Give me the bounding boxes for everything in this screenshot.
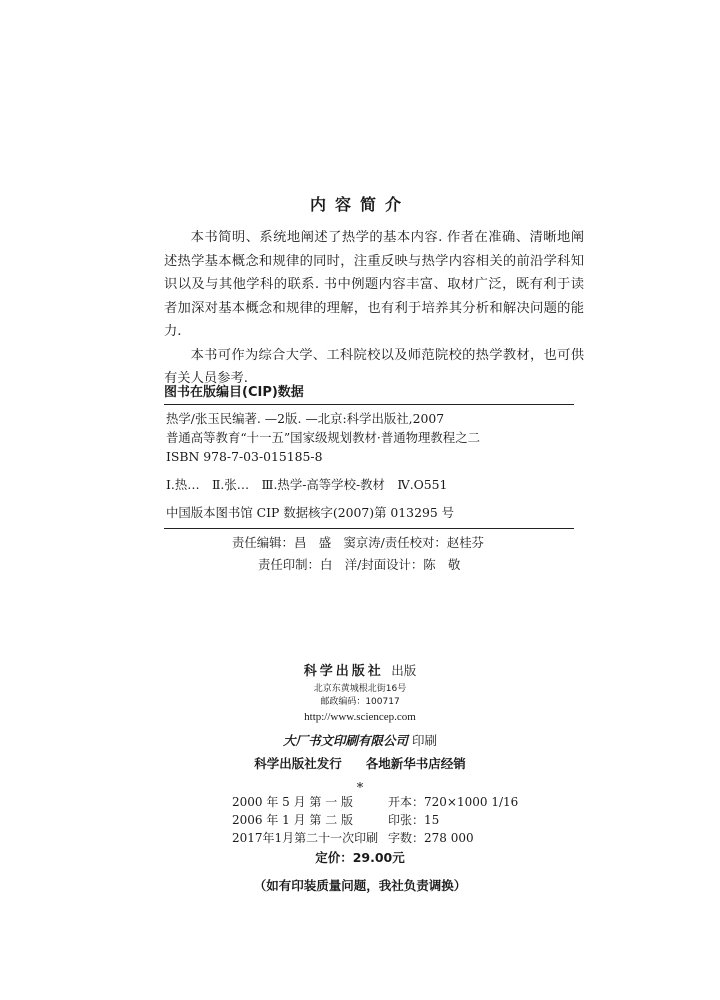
publisher-block [0, 660, 720, 796]
edition-date: 2000 年 5 月 第 一 版 [232, 795, 354, 809]
production-line: 责任印制：白 洋/封面设计：陈 敬 [258, 557, 461, 572]
summary-paragraph: 本书简明、系统地阐述了热学的基本内容. 作者在准确、清晰地阐述热学基本概念和规律的同时，注重反映与热学内容相关的前沿学科知识以及与其他学科的联系. 书中例题内容丰富、取材广泛，既有利于读者加深对基本概念和规律的理解，也有利于培养其分析和解决问题的能力. [164, 230, 584, 339]
publisher-suffix: 出版 [391, 663, 417, 678]
editors-line: 责任编辑：昌 盛 窦京涛/责任校对：赵桂芬 [232, 535, 484, 550]
separator-star: * [356, 781, 364, 796]
publisher-name [0, 660, 720, 679]
cip-isbn-line: ISBN 978-7-03-015185-8 [166, 449, 323, 464]
edition-row [232, 793, 532, 811]
cip-heading: 图书在版编目(CIP)数据 [164, 385, 304, 400]
edition-date: 2017年1月第二十一次印刷 [232, 831, 379, 845]
quality-notice: （如有印装质量问题，我社负责调换） [253, 878, 467, 893]
printer-name: 大厂书文印刷有限公司 [282, 733, 408, 748]
edition-spec: 印张：15 [388, 813, 440, 827]
publisher-address: 北京东黄城根北街16号 [313, 684, 407, 694]
publisher-url: http://www.sciencep.com [304, 711, 416, 723]
printer-suffix: 印刷 [411, 733, 437, 748]
publisher-logo-text: 科学出版社 [303, 664, 384, 679]
distribution-line [0, 754, 720, 772]
edition-date: 2006 年 1 月 第 二 版 [232, 813, 354, 827]
editors-block [232, 532, 572, 576]
summary-body [164, 226, 584, 391]
cip-series-line: 普通高等教育“十一五”国家级规划教材·普通物理教程之二 [166, 430, 480, 445]
seller: 各地新华书店经销 [365, 756, 466, 771]
cip-record-line: 中国版本图书馆 CIP 数据核字(2007)第 013295 号 [166, 505, 455, 520]
summary-paragraph: 本书可作为综合大学、工科院校以及师范院校的热学教材，也可供有关人员参考. [164, 347, 584, 386]
edition-block [232, 793, 532, 847]
cip-title-line: 热学/张玉民编著. —2版. —北京:科学出版社,2007 [166, 411, 445, 426]
edition-row [232, 811, 532, 829]
cip-subject-line: Ⅰ.热… Ⅱ.张… Ⅲ.热学-高等学校-教材 Ⅳ.O551 [166, 477, 448, 492]
edition-row [232, 829, 532, 847]
edition-spec: 开本：720×1000 1/16 [388, 795, 519, 809]
price: 定价：29.00元 [315, 850, 405, 865]
summary-title: 内容简介 [309, 195, 410, 214]
cip-content [164, 405, 574, 528]
cip-bottom-rule [164, 528, 574, 529]
distributor: 科学出版社发行 [254, 756, 342, 771]
publisher-zipcode: 邮政编码：100717 [320, 697, 400, 707]
printer-line [0, 731, 720, 749]
cip-block [164, 381, 574, 529]
edition-spec: 字数：278 000 [388, 831, 474, 845]
